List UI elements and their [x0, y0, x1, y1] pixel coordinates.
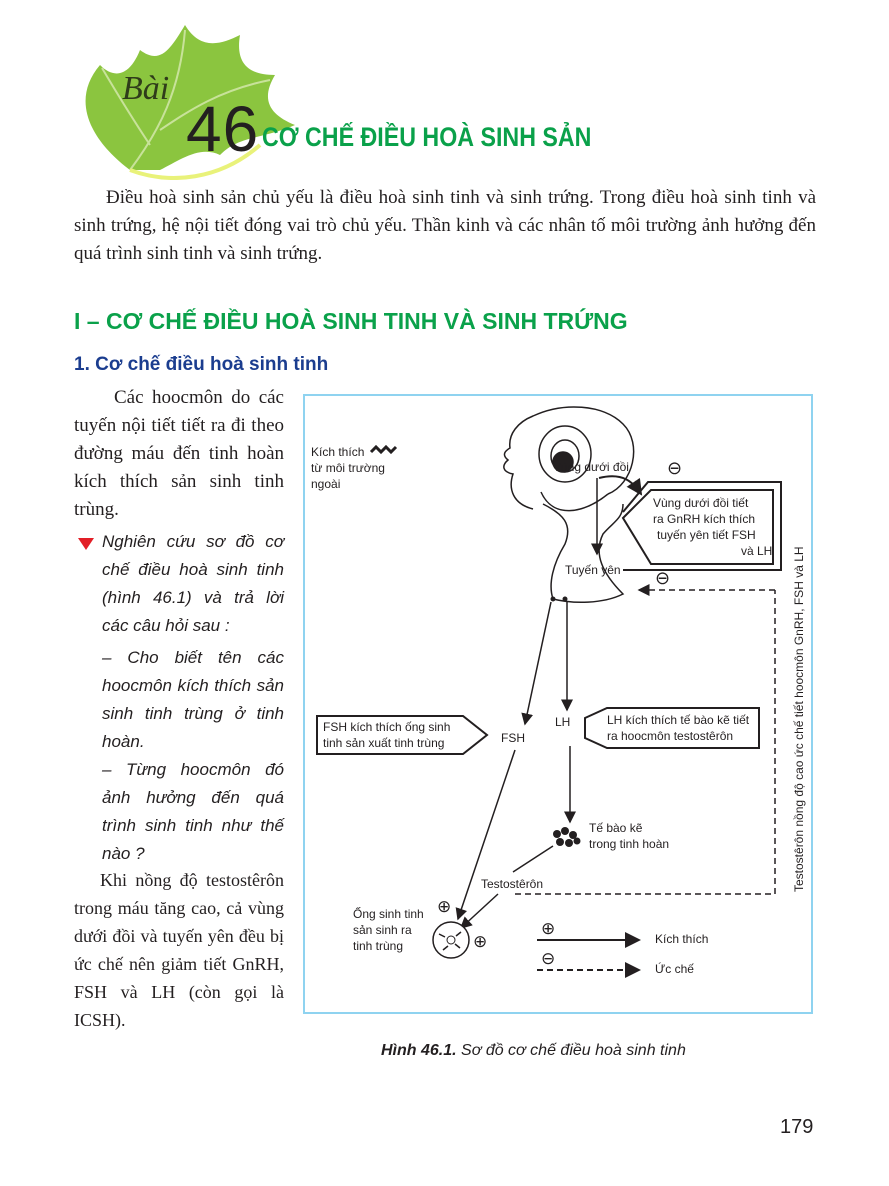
pituitary-outline	[543, 504, 623, 602]
seminiferous-tubule-icon	[433, 922, 469, 958]
legend-minus-icon: ⊖	[541, 949, 556, 969]
fsh-text-2: tinh sản xuất tinh trùng	[323, 736, 445, 750]
fsh-text-1: FSH kích thích ống sinh	[323, 720, 451, 734]
caption-text: Sơ đồ cơ chế điều hoà sinh tinh	[456, 1042, 686, 1059]
fsh-label: FSH	[501, 731, 525, 745]
gnrh-text-1: Vùng dưới đồi tiết	[653, 496, 749, 510]
tubule-label-3: tinh trùng	[353, 939, 404, 953]
caption-label: Hình 46.1.	[381, 1042, 457, 1059]
stimulus-label-1: Kích thích	[311, 445, 365, 459]
lh-text-1: LH kích thích tế bào kẽ tiết	[607, 713, 750, 727]
question-2: – Từng hoocmôn đó ảnh hưởng đến quá trình sinh tinh như thế nào ?	[102, 760, 284, 863]
column-paragraph-1: Các hoocmôn do các tuyến nội tiết tiết ra đi theo đường máu đến tinh hoàn kích thích sản sinh tinh trùng.	[74, 387, 284, 520]
triangle-marker-icon	[78, 538, 94, 550]
lh-label: LH	[555, 715, 571, 729]
stimulus-label-2: từ môi trường	[311, 461, 385, 475]
hypothalamus-label: Vùng dưới đồi	[553, 460, 629, 474]
tubule-label-1: Ống sinh tinh	[353, 907, 424, 921]
legend-stimulate-label: Kích thích	[655, 932, 709, 946]
testosterone-label: Testostêrôn	[481, 877, 544, 891]
section-heading: I – CƠ CHẾ ĐIỀU HOÀ SINH TINH VÀ SINH TRỨNG	[74, 308, 628, 334]
lesson-number: 46	[186, 93, 260, 165]
lesson-title: CƠ CHẾ ĐIỀU HOÀ SINH SẢN	[262, 122, 592, 152]
pituitary-label: Tuyến yên	[565, 563, 621, 577]
head-outline-icon	[504, 407, 634, 511]
intro-paragraph: Điều hoà sinh sản chủ yếu là điều hoà sinh tinh và sinh trứng. Trong điều hoà sinh tinh và sinh trứng, hệ nội tiết đóng vai trò chủ yếu. Thần kinh và các nhân tố môi trường ảnh hưởng đến quá trình sinh tinh và sinh trứng.	[74, 187, 816, 264]
leydig-label-2: trong tinh hoàn	[589, 837, 670, 851]
minus-icon: ⊖	[655, 568, 671, 589]
tubule-label-2: sản sinh ra	[353, 923, 412, 937]
leydig-cells-icon	[553, 827, 581, 847]
gnrh-text-3: tuyến yên tiết FSH	[657, 528, 756, 542]
vertical-feedback-text: Testostêrôn nồng độ cao ức chế tiết hoocmôn GnRH, FSH và LH	[792, 546, 806, 892]
wavy-stimulus-icon	[371, 447, 396, 452]
question-1: – Cho biết tên các hoocmôn kích thích sản sinh tinh trùng ở tinh hoàn.	[102, 648, 284, 751]
plus-icon: ⊕	[437, 897, 452, 917]
regulation-diagram	[303, 394, 813, 1014]
subsection-heading: 1. Cơ chế điều hoà sinh tinh	[74, 354, 329, 375]
lesson-word: Bài	[122, 70, 170, 107]
gnrh-text-2: ra GnRH kích thích	[653, 512, 756, 526]
plus-icon: ⊕	[473, 932, 488, 952]
legend-inhibit-label: Ức chế	[655, 962, 694, 976]
lh-text-2: ra hoocmôn testostêrôn	[607, 729, 734, 743]
stimulus-label-3: ngoài	[311, 477, 341, 491]
column-paragraph-2: Khi nồng độ testostêrôn trong máu tăng cao, cả vùng dưới đồi và tuyến yên đều bị ức chế nên giảm tiết GnRH, FSH và LH (còn gọi là ICSH).	[74, 870, 284, 1030]
legend-plus-icon: ⊕	[541, 919, 556, 939]
task-instruction: Nghiên cứu sơ đồ cơ chế điều hoà sinh tinh (hình 46.1) và trả lời các câu hỏi sau :	[102, 532, 284, 635]
page-number: 179	[780, 1116, 814, 1138]
gnrh-text-4: và LH	[741, 544, 773, 558]
minus-icon: ⊖	[667, 458, 683, 479]
figure-caption	[381, 1042, 686, 1060]
leydig-label-1: Tế bào kẽ	[589, 821, 643, 835]
